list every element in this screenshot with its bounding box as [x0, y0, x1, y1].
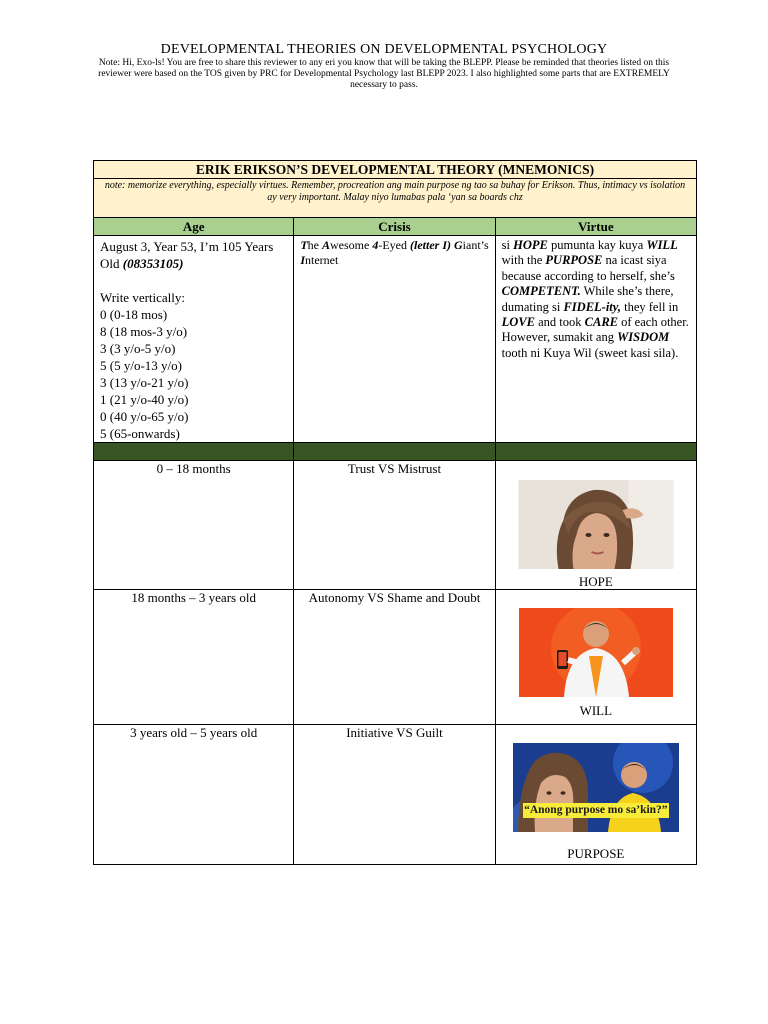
document-note: Note: Hi, Exo-ls! You are free to share this reviewer to any eri you know that will be taking the BLEPP. Please be reminded that theories listed on this reviewer were based on the TOS given by PRC for Developmental Psychology last BLEPP 2023. I also highlighted some parts that are EXTREMELY necessary to pass. [98, 58, 670, 90]
text-run: While she’s there, dumating si [501, 284, 674, 314]
age-mnemonic-line: August 3, Year 53, I’m 105 Years Old [100, 239, 274, 271]
age-digit: 0 (0-18 mos) [100, 307, 168, 322]
mnemonic-word: iant’s [462, 238, 489, 252]
stage-crisis: Autonomy VS Shame and Doubt [294, 590, 495, 725]
divider-cell [94, 443, 294, 461]
header-age: Age [94, 218, 294, 236]
virtue-keyword: COMPETENT. [501, 284, 581, 299]
stage-virtue-cell [495, 590, 696, 725]
age-digit: 5 (5 y/o-13 y/o) [100, 358, 182, 373]
text-run: of each other. However, sumakit ang [501, 315, 689, 345]
stage-row [94, 725, 697, 865]
age-digit: 3 (13 y/o-21 y/o) [100, 375, 189, 390]
age-mnemonic-cell [94, 236, 294, 443]
divider-cell [294, 443, 495, 461]
stage-row [94, 590, 697, 725]
stage-virtue-cell [495, 461, 696, 590]
divider-cell [495, 443, 696, 461]
mnemonic-initial: T [300, 238, 308, 252]
text-run: tooth ni Kuya Wil (sweet kasi sila). [501, 345, 679, 360]
stage-row [94, 461, 697, 590]
mnemonic-note: (letter I) [410, 238, 451, 252]
mnemonic-initial: A [322, 238, 331, 252]
portrait-image [518, 480, 673, 569]
age-mnemonic-code: (08353105) [122, 256, 184, 271]
mnemonic-initial: 4 [372, 238, 379, 252]
age-digit: 1 (21 y/o-40 y/o) [100, 392, 189, 407]
virtue-label: PURPOSE [567, 846, 625, 861]
age-mnemonic-sentence [100, 238, 287, 272]
purpose-meme [513, 743, 679, 832]
virtue-keyword: CARE [584, 315, 619, 330]
virtue-keyword: FIDEL-ity, [563, 299, 621, 314]
age-digit: 3 (3 y/o-5 y/o) [100, 341, 176, 356]
virtue-keyword: LOVE [501, 315, 535, 330]
crisis-mnemonic-text [300, 238, 488, 268]
mnemonic-initial: I [300, 253, 305, 267]
age-digit: 0 (40 y/o-65 y/o) [100, 409, 189, 424]
mnemonic-word: wesome [330, 238, 373, 252]
table-title: ERIK ERIKSON’S DEVELOPMENTAL THEORY (MNEMONICS) [94, 161, 697, 179]
divider-row [94, 443, 697, 461]
age-mnemonic-instruction: Write vertically: [100, 290, 186, 305]
text-run: and took [535, 315, 585, 330]
document-title: DEVELOPMENTAL THEORIES ON DEVELOPMENTAL PSYCHOLOGY [160, 42, 608, 57]
text-run: with the [501, 253, 546, 268]
mnemonic-word: he [307, 238, 322, 252]
header-crisis: Crisis [294, 218, 495, 236]
text-run: na icast siya because according to herself, she’s [501, 253, 675, 283]
virtue-keyword: PURPOSE [545, 253, 603, 268]
crisis-mnemonic-cell [294, 236, 495, 443]
virtue-keyword: HOPE [513, 238, 548, 252]
stage-crisis: Trust VS Mistrust [294, 461, 495, 590]
stage-age: 3 years old – 5 years old [94, 725, 294, 865]
virtue-label: WILL [579, 703, 613, 718]
hope-photo [518, 480, 673, 569]
text-run: pumunta kay kuya [547, 238, 647, 252]
stage-age: 18 months – 3 years old [94, 590, 294, 725]
virtue-label: HOPE [578, 574, 613, 589]
virtue-mnemonic-cell [495, 236, 696, 443]
stage-virtue-cell [495, 725, 696, 865]
virtue-keyword: WILL [646, 238, 678, 252]
age-digit: 8 (18 mos-3 y/o) [100, 324, 188, 339]
meme-caption: “Anong purpose mo sa’kin?” [524, 804, 668, 816]
virtue-mnemonic-text [502, 238, 690, 361]
mnemonic-initial: G [454, 238, 463, 252]
virtue-keyword: WISDOM [617, 330, 670, 345]
will-photo [519, 608, 673, 697]
host-promo-image [519, 608, 673, 697]
text-run: they fell in [621, 299, 679, 314]
meme-image [513, 743, 679, 832]
header-virtue: Virtue [495, 218, 696, 236]
table-note: note: memorize everything, especially virtues. Remember, procreation ang main purpose ng tao sa buhay for Erikson. Thus, intimacy vs isolation ay very important. Malay niyo lumabas pala ‘yan sa boards chz [94, 179, 697, 218]
erikson-table [93, 160, 697, 865]
text-run: si [501, 238, 514, 252]
age-digit: 5 (65-onwards) [100, 426, 180, 441]
stage-crisis: Initiative VS Guilt [294, 725, 495, 865]
stage-age: 0 – 18 months [94, 461, 294, 590]
mnemonic-word: -Eyed [378, 238, 410, 252]
mnemonic-word: nternet [305, 253, 339, 267]
